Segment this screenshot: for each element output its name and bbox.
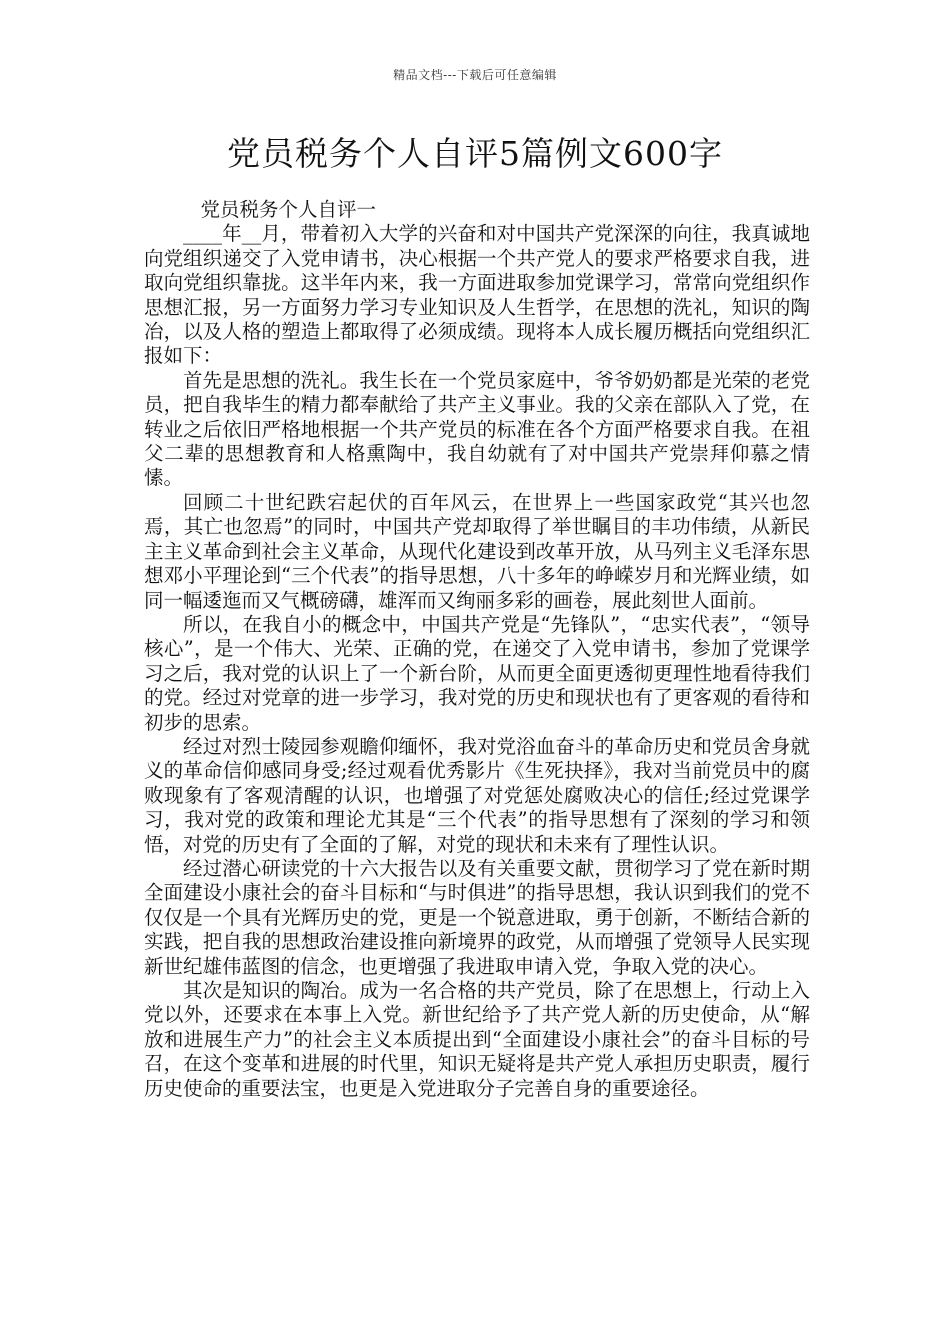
- body-paragraph: ____年__月，带着初入大学的兴奋和对中国共产党深深的向往，我真诚地向党组织递交了入党申请书，决心根据一个共产党人的要求严格要求自我，进取向党组织靠拢。这半年内来，我一方面进取参加党课学习，常常向党组织作思想汇报，另一方面努力学习专业知识及人生哲学，在思想的洗礼，知识的陶冶，以及人格的塑造上都取得了必须成绩。现将本人成长履历概括向党组织汇报如下：: [144, 222, 810, 368]
- body-paragraph: 经过潜心研读党的十六大报告以及有关重要文献，贯彻学习了党在新时期全面建设小康社会的奋斗目标和“与时俱进”的指导思想，我认识到我们的党不仅仅是一个具有光辉历史的党，更是一个锐意进取，勇于创新，不断结合新的实践，把自我的思想政治建设推向新境界的政党，从而增强了党领导人民实现新世纪雄伟蓝图的信念，也更增强了我进取申请入党，争取入党的决心。: [144, 856, 810, 978]
- document-body: [144, 198, 810, 1101]
- section-heading: 党员税务个人自评一: [200, 198, 377, 221]
- body-paragraph: 经过对烈士陵园参观瞻仰缅怀，我对党浴血奋斗的革命历史和党员舍身就义的革命信仰感同身受;经过观看优秀影片《生死抉择》，我对当前党员中的腐败现象有了客观清醒的认识，也增强了对党惩处腐败决心的信任;经过党课学习，我对党的政策和理论尤其是“三个代表”的指导思想有了深刻的学习和领悟，对党的历史有了全面的了解，对党的现状和未来有了理性认识。: [144, 734, 810, 856]
- body-paragraph: 回顾二十世纪跌宕起伏的百年风云，在世界上一些国家政党“其兴也忽焉，其亡也忽焉”的同时，中国共产党却取得了举世瞩目的丰功伟绩，从新民主主义革命到社会主义革命，从现代化建设到改革开放，从马列主义毛泽东思想邓小平理论到“三个代表”的指导思想，八十多年的峥嵘岁月和光辉业绩，如同一幅逶迤而又气概磅礴，雄浑而又绚丽多彩的画卷，展此刻世人面前。: [144, 490, 810, 612]
- document-title: 党员税务个人自评5篇例文600字: [227, 134, 723, 173]
- body-paragraph: 所以，在我自小的概念中，中国共产党是“先锋队”，“忠实代表”，“领导核心”，是一个伟大、光荣、正确的党，在递交了入党申请书，参加了党课学习之后，我对党的认识上了一个新台阶，从而更全面更透彻更理性地看待我们的党。经过对党章的进一步学习，我对党的历史和现状也有了更客观的看待和初步的思索。: [144, 612, 810, 734]
- body-paragraph: 其次是知识的陶冶。成为一名合格的共产党员，除了在思想上，行动上入党以外，还要求在本事上入党。新世纪给予了共产党人新的历史使命，从“解放和进展生产力”的社会主义本质提出到“全面建设小康社会”的奋斗目标的号召，在这个变革和进展的时代里，知识无疑将是共产党人承担历史职责，履行历史使命的重要法宝，也更是入党进取分子完善自身的重要途径。: [144, 979, 810, 1100]
- body-paragraph: 首先是思想的洗礼。我生长在一个党员家庭中，爷爷奶奶都是光荣的老党员，把自我毕生的精力都奉献给了共产主义事业。我的父亲在部队入了党，在转业之后依旧严格地根据一个共产党员的标准在各个方面严格要求自我。在祖父二辈的思想教育和人格熏陶中，我自幼就有了对中国共产党崇拜仰慕之情愫。: [144, 368, 810, 490]
- page-header-note: 精品文档---下载后可任意编辑: [393, 68, 557, 82]
